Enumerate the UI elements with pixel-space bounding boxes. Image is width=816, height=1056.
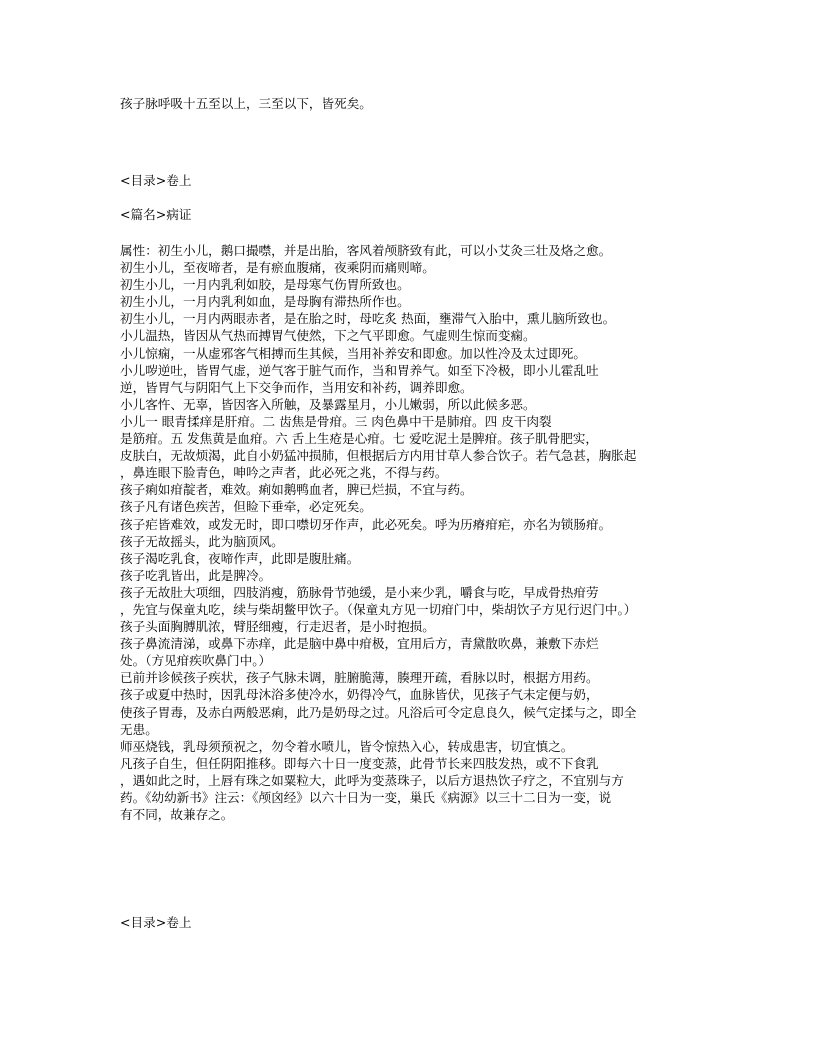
body-line: 处。（方见疳疾吹鼻门中。） [120, 653, 272, 669]
body-line: 初生小儿，至夜啼者，是有瘀血腹痛，夜乘阴而痛则啼。 [120, 260, 435, 276]
body-line: 小儿哕逆吐，皆胃气虚，逆气客于脏气而作，当和胃养气。如至下冷极，即小儿霍乱吐 [120, 362, 599, 378]
body-line: 师巫烧钱，乳母须预祝之，勿令着水喷儿，皆令惊热入心，转成患害，切宜慎之。 [120, 738, 574, 754]
body-line: 孩子渴吃乳食，夜啼作声，此即是腹肚痛。 [120, 550, 360, 566]
intro-paragraph: 孩子脉呼吸十五至以上，三至以下，皆死矣。 [120, 96, 372, 111]
body-line: 小儿温热，皆因从气热而搏胃气使然，下之气平即愈。气虚则生惊而变痫。 [120, 328, 536, 344]
body-line: 孩子吃乳皆出，此是脾冷。 [120, 567, 272, 583]
body-line: ，遇如此之时，上唇有珠之如粟粒大，此呼为变蒸珠子，以后方退热饮子疗之，不宜别与方 [120, 772, 624, 788]
body-line: 皮肤白，无故烦渴，此自小奶猛冲损肺，但根据后方内用甘草人参合饮子。若气急甚，胸胀起 [120, 448, 637, 464]
body-line: 小儿客忤、无辜，皆因客入所触，及暴露星月，小儿嫩弱，所以此候多恶。 [120, 396, 536, 412]
body-line: 孩子鼻流清涕，或鼻下赤痒，此是脑中鼻中疳极，宜用后方，青黛散吹鼻，兼敷下赤烂 [120, 636, 599, 652]
body-line: 孩子无故摇头，此为脑顶风。 [120, 533, 284, 549]
toc-heading-2: <目录>卷上 [120, 915, 192, 930]
body-line: ，先宜与保童丸吃，续与柴胡鳖甲饮子。（保童丸方见一切疳门中，柴胡饮子方见行迟门中。） [120, 601, 637, 617]
body-line: 初生小儿，一月内乳利如胶，是母寒气伤胃所致也。 [120, 277, 410, 293]
body-line: 使孩子胃毒，及赤白两般恶痢，此乃是奶母之过。凡浴后可令定息良久，候气定揉与之，即全 [120, 704, 637, 720]
body-line: 初生小儿，一月内两眼赤者，是在胎之时，母吃炙 热面，壅滞气入胎中，熏儿脑所致也。 [120, 311, 616, 327]
body-line: ，鼻连眼下脸青色，呻吟之声者，此必死之兆，不得与药。 [120, 465, 448, 481]
body-line: 属性：初生小儿，鹅口撮噤，并是出胎，客风着颅脐致有此，可以小艾灸三壮及烙之愈。 [120, 243, 612, 258]
body-line: 小儿惊痫，一从虚邪客气相搏而生其候，当用补养安和即愈。加以性冷及太过即死。 [120, 345, 586, 361]
body-line: 已前并诊候孩子疾状，孩子气脉未调，脏腑脆薄，腠理开疏，看脉以时，根据方用药。 [120, 670, 599, 686]
body-line: 孩子或夏中热时，因乳母沐浴多使冷水，奶得冷气，血脉皆伏，见孩子气未定便与奶， [120, 687, 599, 703]
chapter-heading: <篇名>病证 [120, 207, 192, 222]
body-line: 孩子无故肚大项细，四肢消瘦，筋脉骨节弛缓，是小来少乳，嚼食与吃，早成骨热疳劳 [120, 584, 599, 600]
body-line: 逆，皆胃气与阴阳气上下交争而作，当用安和补药，调养即愈。 [120, 379, 473, 395]
body-line: 孩子凡有诸色疾苦，但睑下垂牵，必定死矣。 [120, 499, 372, 515]
body-text [120, 242, 636, 823]
body-line: 孩子头面胸膊肌浓，臂胫细瘦，行走迟者，是小时抱损。 [120, 619, 435, 635]
toc-heading-1: <目录>卷上 [120, 173, 192, 188]
body-line: 孩子痢如疳靛者，难效。痢如鹅鸭血者，脾已烂损，不宜与药。 [120, 482, 473, 498]
body-line: 孩子疟皆难效，或发无时，即口噤切牙作声，此必死矣。呼为历瘠疳疟，亦名为锁肠疳。 [120, 516, 612, 532]
body-line: 凡孩子自生，但任阴阳推移。即每六十日一度变蒸，此骨节长来四肢发热，或不下食乳 [120, 755, 599, 771]
body-line: 药。《幼幼新书》注云：《颅囟经》以六十日为一变，巢氏《病源》以三十二日为一变，说 [120, 790, 612, 805]
body-line: 小儿一 眼青揉痒是肝疳。二 齿焦是骨疳。三 肉色鼻中干是肺疳。四 皮干肉裂 [120, 413, 552, 429]
body-line: 是筋疳。五 发焦黄是血疳。六 舌上生疮是心疳。七 爱吃泥土是脾疳。孩子肌骨肥实， [120, 431, 598, 447]
body-line: 无患。 [120, 721, 158, 737]
body-line: 初生小儿，一月内乳利如血，是母胸有滞热所作也。 [120, 294, 410, 310]
body-line: 有不同，故兼存之。 [120, 807, 234, 823]
